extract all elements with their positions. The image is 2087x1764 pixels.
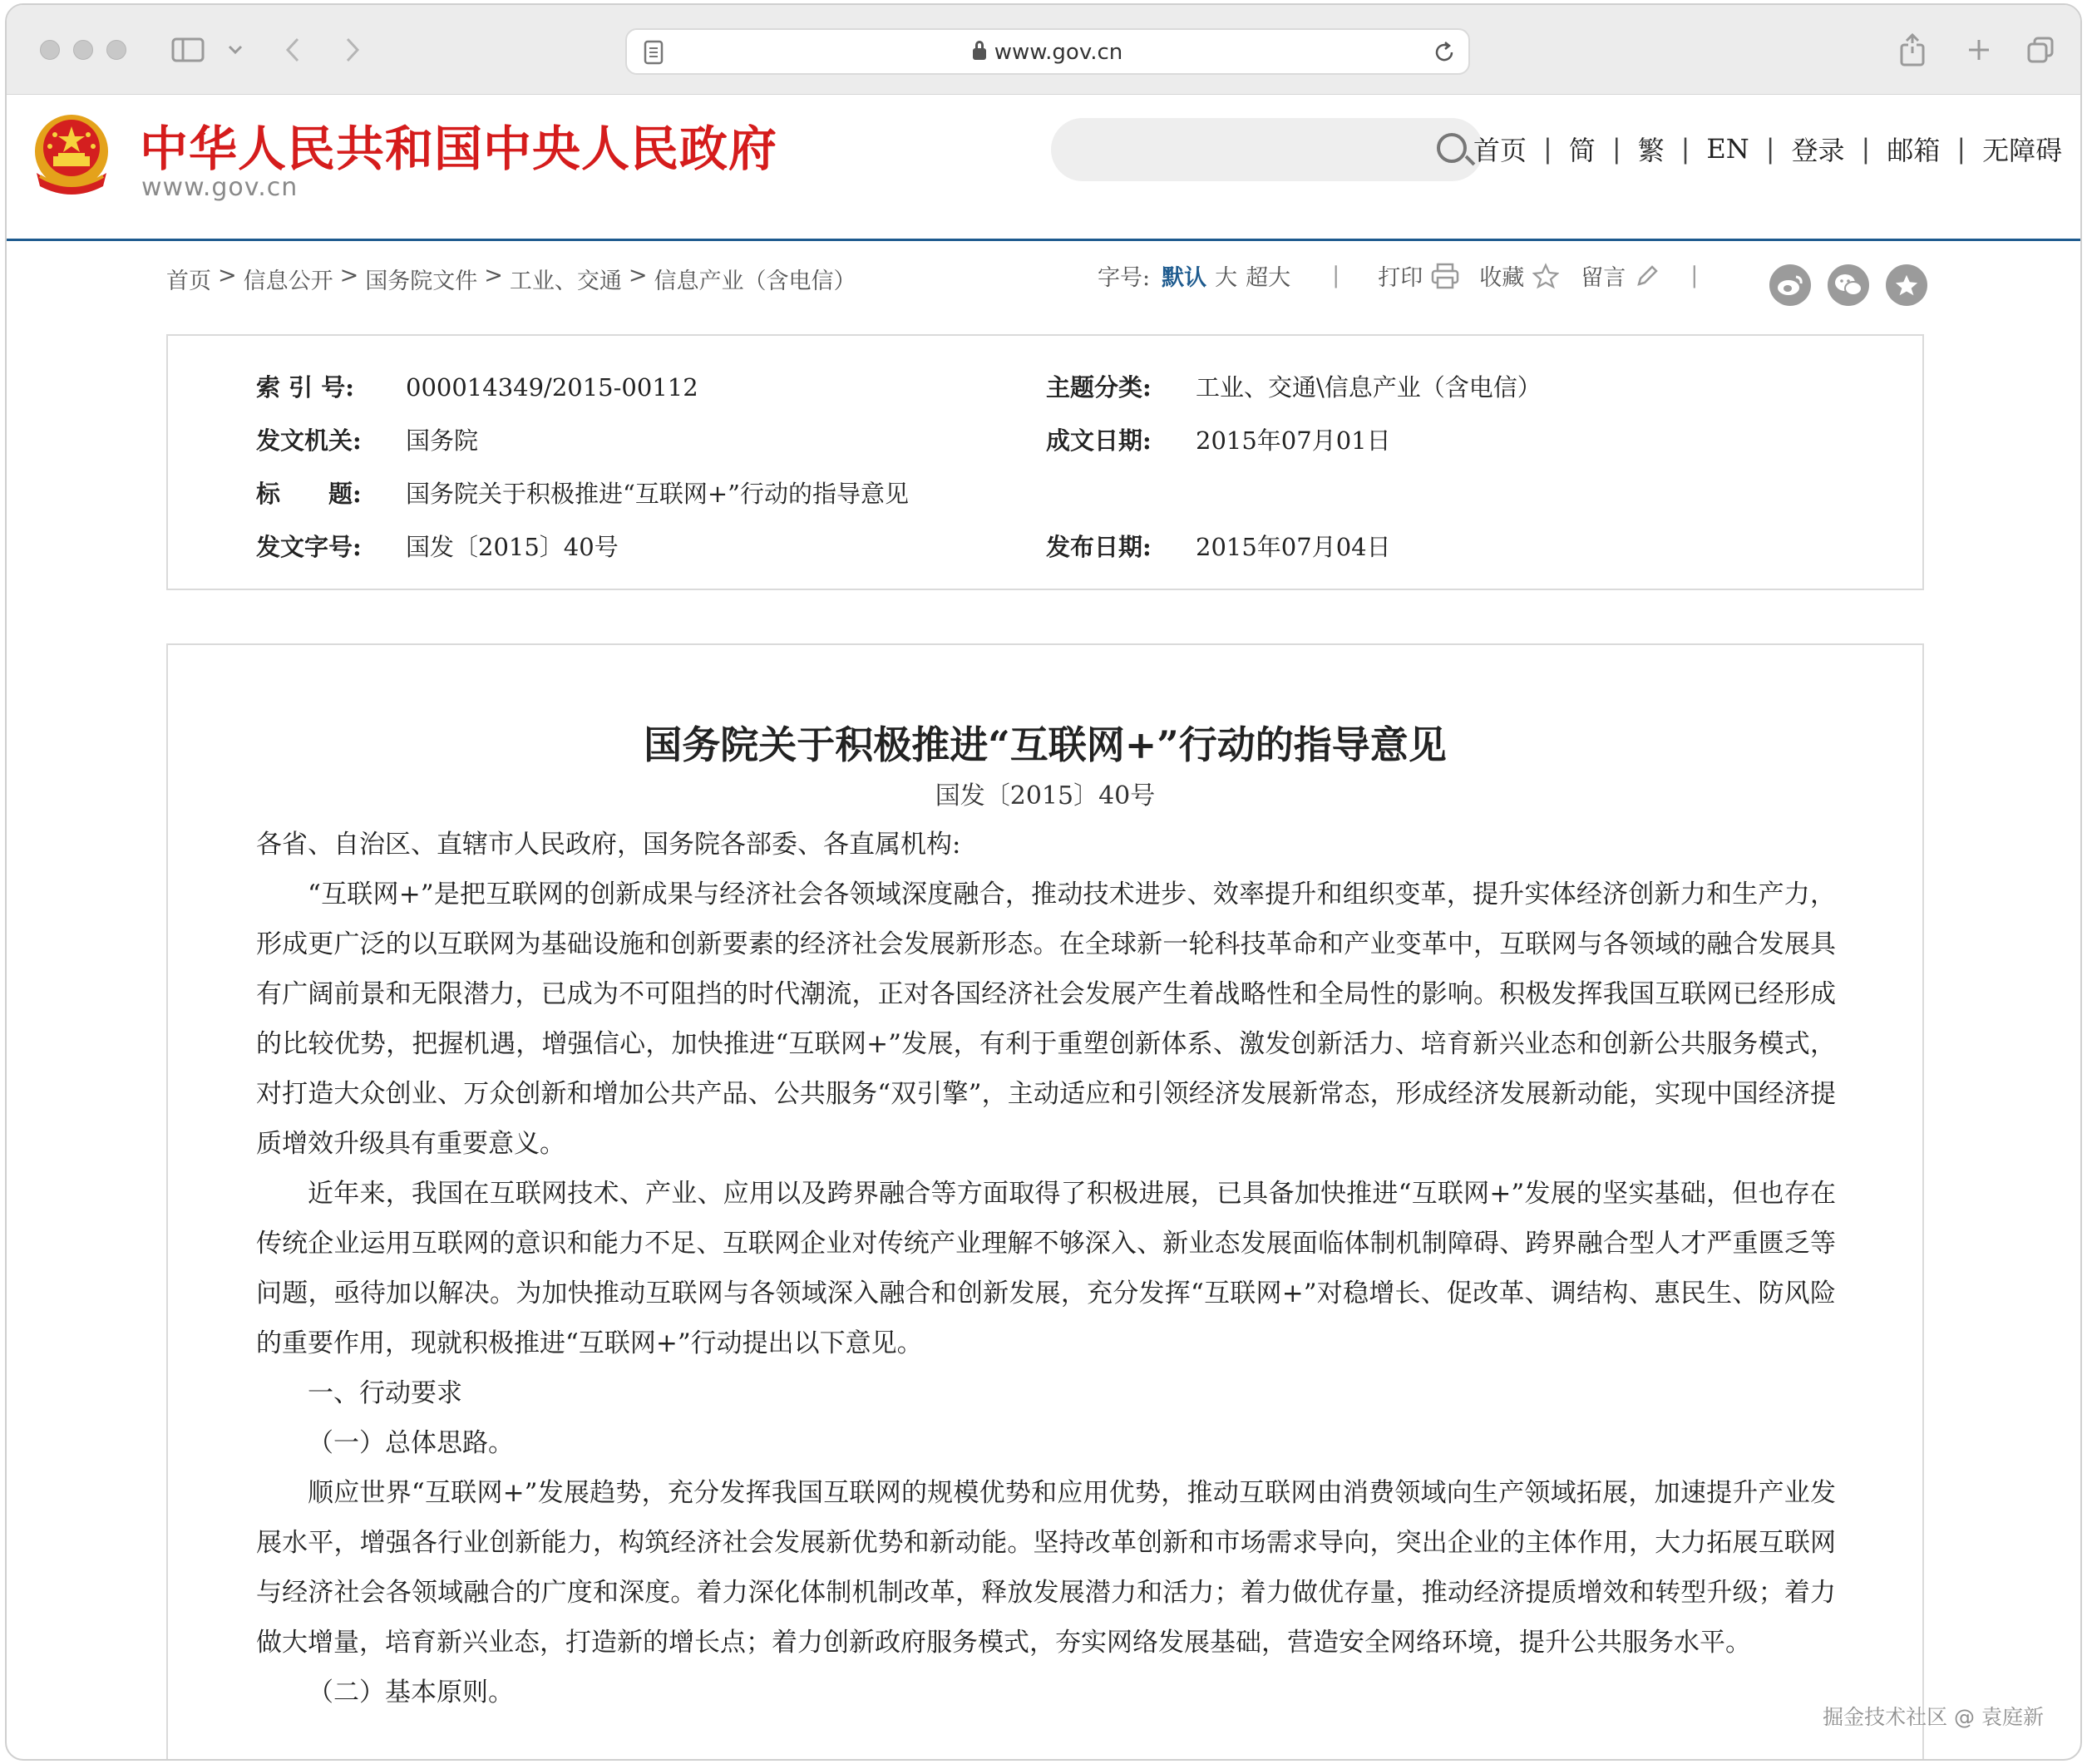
breadcrumb-info-public[interactable]: 信息公开	[243, 269, 333, 294]
lock-icon	[973, 48, 986, 60]
font-size-xlarge[interactable]: 超大	[1246, 265, 1291, 291]
info-topic-value: 工业、交通\信息产业（含电信）	[1196, 373, 1542, 402]
reload-icon[interactable]	[1432, 40, 1457, 68]
info-topic-label: 主题分类:	[1046, 373, 1152, 402]
search-icon[interactable]	[1437, 133, 1467, 163]
nav-home-link[interactable]: 首页	[1473, 135, 1527, 166]
nav-mail-link[interactable]: 邮箱	[1887, 135, 1941, 166]
nav-separator: |	[1680, 133, 1690, 165]
wechat-share-icon[interactable]	[1828, 264, 1869, 306]
browser-toolbar	[7, 5, 2080, 95]
breadcrumb-industry-transport[interactable]: 工业、交通	[509, 269, 622, 294]
watermark-text: 掘金技术社区 @ 袁庭新	[1823, 1705, 2044, 1729]
minimize-window-button[interactable]	[73, 40, 93, 60]
breadcrumb-separator: >	[484, 263, 503, 288]
info-index-value: 000014349/2015-00112	[406, 373, 698, 402]
info-title-row	[256, 475, 909, 510]
info-written-date-label: 成文日期:	[1046, 426, 1152, 455]
info-docno-value: 国发〔2015〕40号	[406, 533, 619, 561]
site-domain: www.gov.cn	[141, 173, 298, 202]
breadcrumb-separator: >	[628, 263, 648, 288]
page-tools	[1098, 259, 1698, 292]
comment-link[interactable]: 留言	[1581, 265, 1626, 291]
info-published-date-row	[1046, 529, 1391, 563]
article-container	[166, 643, 1924, 1761]
tools-divider: |	[1690, 263, 1699, 288]
article-paragraph: 近年来，我国在互联网技术、产业、应用以及跨界融合等方面取得了积极进展，已具备加快推进“互联网+”发展的坚实基础，但也存在传统企业运用互联网的意识和能力不足、互联网企业对传统产业理解不够深入、新业态发展面临体制机制障碍、跨界融合型人才严重匮乏等问题，亟待加以解决。为加快推动互联网与各领域深入融合和创新发展，充分发挥“互联网+”对稳增长、促改革、调结构、惠民生、防风险的重要作用，现就积极推进“互联网+”行动提出以下意见。	[256, 1179, 1836, 1358]
font-size-label: 字号:	[1098, 265, 1151, 291]
nav-login-link[interactable]: 登录	[1791, 135, 1845, 166]
article-paragraph: “互联网+”是把互联网的创新成果与经济社会各领域深度融合，推动技术进步、效率提升和组织变革，提升实体经济创新力和生产力，形成更广泛的以互联网为基础设施和创新要素的经济社会发展新形态。在全球新一轮科技革命和产业变革中，互联网与各领域的融合发展具有广阔前景和无限潜力，已成为不可阻挡的时代潮流，正对各国经济社会发展产生着战略性和全局性的影响。积极发挥我国互联网已经形成的比较优势，把握机遇，增强信心，加快推进“互联网+”发展，有利于重塑创新体系、激发创新活力、培育新兴业态和创新公共服务模式，对打造大众创业、万众创新和增加公共产品、公共服务“双引擎”，主动适应和引领经济发展新常态，形成经济发展新动能，实现中国经济提质增效升级具有重要意义。	[256, 880, 1836, 1159]
info-written-date-value: 2015年07月01日	[1196, 426, 1391, 455]
article-title: 国务院关于积极推进“互联网+”行动的指导意见	[644, 722, 1447, 767]
info-index-label: 索 引 号:	[256, 373, 354, 402]
nav-traditional-link[interactable]: 繁	[1637, 135, 1665, 166]
new-tab-icon[interactable]	[1961, 30, 1997, 70]
info-written-date-row	[1046, 422, 1391, 456]
tools-divider: |	[1332, 263, 1340, 288]
favorites-star-icon[interactable]	[1886, 264, 1927, 306]
url-text: www.gov.cn	[994, 40, 1123, 65]
pencil-icon[interactable]	[1634, 263, 1662, 289]
nav-separator: |	[1861, 133, 1871, 165]
breadcrumb	[166, 263, 856, 295]
nav-simplified-link[interactable]: 简	[1568, 135, 1596, 166]
info-index-row	[256, 369, 698, 403]
close-window-button[interactable]	[40, 40, 60, 60]
star-icon[interactable]	[1532, 263, 1561, 289]
article-salutation: 各省、自治区、直辖市人民政府，国务院各部委、各直属机构:	[256, 830, 961, 860]
back-arrow-icon[interactable]	[276, 30, 309, 70]
article-body	[256, 820, 1836, 1717]
share-icon[interactable]	[1894, 30, 1931, 70]
info-topic-row	[1046, 369, 1542, 403]
document-info-box	[166, 334, 1924, 590]
font-size-default[interactable]: 默认	[1162, 265, 1207, 291]
article-doc-number: 国发〔2015〕40号	[935, 781, 1156, 811]
info-title-label: 标 题:	[256, 480, 362, 508]
sidebar-toggle-icon[interactable]	[170, 30, 206, 70]
nav-separator: |	[1611, 133, 1621, 165]
breadcrumb-state-council-docs[interactable]: 国务院文件	[365, 269, 478, 294]
printer-icon[interactable]	[1431, 263, 1459, 289]
info-issuer-value: 国务院	[406, 426, 479, 455]
info-title-value: 国务院关于积极推进“互联网+”行动的指导意见	[406, 480, 909, 508]
site-search-input[interactable]	[1051, 118, 1483, 181]
nav-english-link[interactable]: EN	[1706, 133, 1749, 165]
article-section-heading: 一、行动要求	[308, 1378, 462, 1408]
article-paragraph: 顺应世界“互联网+”发展趋势，充分发挥我国互联网的规模优势和应用优势，推动互联网由消费领域向生产领域拓展，加速提升产业发展水平，增强各行业创新能力，构筑经济社会发展新优势和新动能。坚持改革创新和市场需求导向，突出企业的主体作用，大力拓展互联网与经济社会各领域融合的广度和深度。着力深化体制机制改革，释放发展潜力和活力；着力做优存量，推动经济提质增效和转型升级；着力做大增量，培育新兴业态，打造新的增长点；着力创新政府服务模式，夯实网络发展基础，营造安全网络环境，提升公共服务水平。	[256, 1478, 1836, 1658]
url-text-container	[627, 40, 1468, 65]
breadcrumb-info-industry[interactable]: 信息产业（含电信）	[654, 269, 856, 294]
forward-arrow-icon[interactable]	[336, 30, 369, 70]
address-bar[interactable]	[625, 28, 1470, 75]
print-link[interactable]: 打印	[1378, 265, 1423, 291]
article-subsection-heading: （一）总体思路。	[308, 1428, 514, 1458]
info-issuer-label: 发文机关:	[256, 426, 362, 455]
info-published-date-label: 发布日期:	[1046, 533, 1152, 561]
chevron-down-icon[interactable]	[223, 30, 248, 70]
nav-accessibility-link[interactable]: 无障碍	[1982, 135, 2063, 166]
zoom-window-button[interactable]	[106, 40, 126, 60]
weibo-share-icon[interactable]	[1769, 264, 1811, 306]
site-header	[7, 95, 2080, 241]
info-docno-label: 发文字号:	[256, 533, 362, 561]
nav-separator: |	[1956, 133, 1966, 165]
favorite-link[interactable]: 收藏	[1479, 265, 1525, 291]
breadcrumb-home[interactable]: 首页	[166, 269, 211, 294]
nav-separator: |	[1543, 133, 1552, 165]
font-size-large[interactable]: 大	[1215, 265, 1238, 291]
national-emblem-icon[interactable]	[28, 110, 115, 201]
tab-overview-icon[interactable]	[2022, 30, 2059, 70]
info-docno-row	[256, 529, 619, 563]
browser-window	[5, 3, 2082, 1761]
breadcrumb-separator: >	[339, 263, 359, 288]
info-published-date-value: 2015年07月04日	[1196, 533, 1391, 561]
article-subsection-heading: （二）基本原则。	[308, 1678, 514, 1707]
info-issuer-row	[256, 422, 478, 456]
nav-separator: |	[1765, 133, 1775, 165]
site-title[interactable]: 中华人民共和国中央人民政府	[140, 121, 778, 177]
top-nav	[1473, 130, 2062, 168]
breadcrumb-separator: >	[218, 263, 237, 288]
